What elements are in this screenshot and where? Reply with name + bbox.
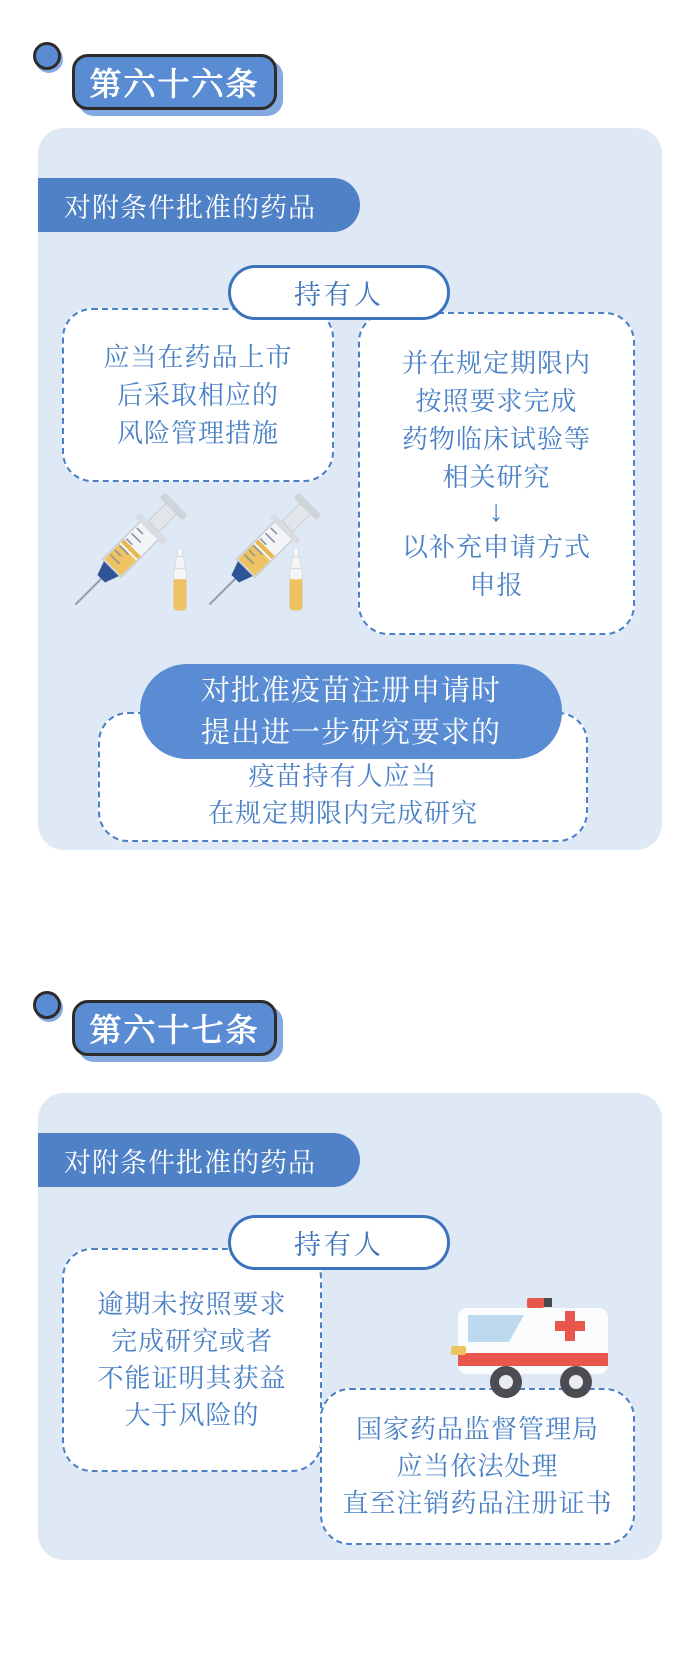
vaccine-registration-highlight-pill	[140, 664, 562, 759]
box-line: 按照要求完成	[415, 385, 578, 416]
risk-management-box	[62, 308, 334, 482]
down-arrow-icon: ↓	[488, 494, 505, 528]
condition-approved-drugs-tab: 对附条件批准的药品	[38, 1133, 360, 1187]
box-line: 疫苗持有人应当	[248, 761, 438, 791]
box-line: 风险管理措施	[116, 418, 279, 448]
box-line: 在规定期限内完成研究	[207, 798, 478, 828]
box-line: 申报	[469, 569, 524, 600]
holder-pill: 持有人	[228, 1215, 450, 1270]
box-line: 应当依法处理	[396, 1451, 559, 1481]
holder-pill: 持有人	[228, 265, 450, 320]
article-66-badge: 第六十六条	[72, 54, 277, 110]
syringe-icon	[186, 478, 336, 628]
box-line: 药物临床试验等	[401, 423, 591, 454]
article-67-card	[38, 1093, 662, 1560]
dot-icon	[33, 42, 61, 70]
pill-line: 提出进一步研究要求的	[200, 716, 501, 749]
article-67-badge: 第六十七条	[72, 1000, 277, 1056]
box-line: 不能证明其获益	[97, 1363, 287, 1393]
pill-line: 对批准疫苗注册申请时	[200, 674, 501, 707]
box-line: 国家药品监督管理局	[355, 1414, 599, 1444]
box-line: 后采取相应的	[116, 380, 279, 410]
ampoule-icon	[284, 546, 308, 614]
overdue-research-box	[62, 1248, 322, 1472]
box-line: 直至注销药品注册证书	[342, 1488, 613, 1518]
box-line: 完成研究或者	[110, 1326, 273, 1356]
dot-icon	[33, 991, 61, 1019]
nmpa-handling-box	[320, 1388, 635, 1545]
ambulance-icon	[448, 1297, 614, 1401]
box-line: 相关研究	[442, 461, 551, 492]
box-line: 逾期未按照要求	[97, 1289, 287, 1319]
box-line: 大于风险的	[124, 1400, 260, 1430]
box-line: 应当在药品上市	[103, 342, 293, 372]
research-deadline-box	[358, 312, 635, 635]
article-66-card	[38, 128, 662, 850]
box-line: 并在规定期限内	[401, 347, 591, 378]
box-line: 以补充申请方式	[401, 531, 591, 562]
condition-approved-drugs-tab: 对附条件批准的药品	[38, 178, 360, 232]
